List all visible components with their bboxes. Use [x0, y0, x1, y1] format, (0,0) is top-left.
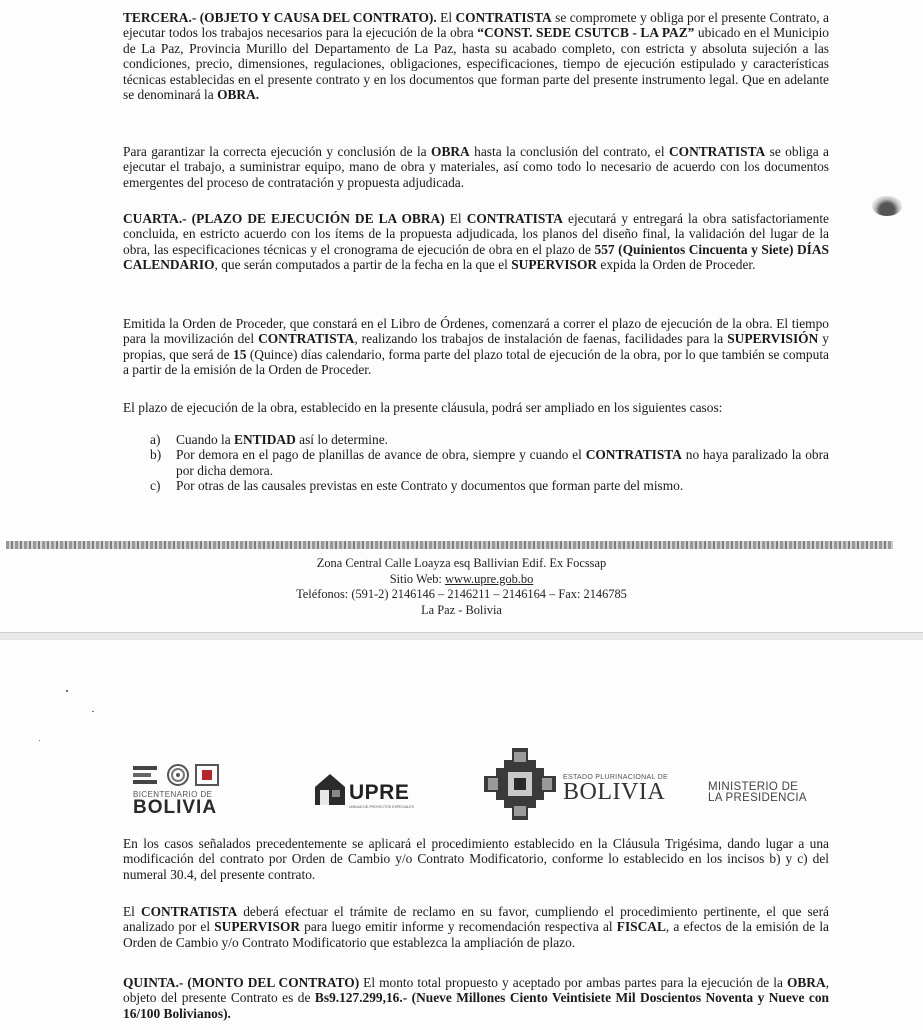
- extension-cases-list: [123, 432, 829, 494]
- bicentenario-emblem-icon: [133, 764, 243, 786]
- bicentenario-logo: BICENTENARIO DE BOLIVIA: [133, 764, 243, 817]
- website-link[interactable]: www.upre.gob.bo: [444, 571, 534, 586]
- page2-paragraph-2: El CONTRATISTA deberá efectuar el trámite de reclamo en su favor, cumpliendo el procedimiento pertinente, el que será analizado por el SUPERVISOR para luego emitir informe y recomendación respectiva al FISCAL, a efectos de la emisión de la Orden de Cambio y/o Contrato Modificatorio que establezca la ampliación de plazo.: [123, 904, 830, 950]
- footer-web: Sitio Web: www.upre.gob.bo: [389, 571, 534, 586]
- clause-quinta: QUINTA.- (MONTO DEL CONTRATO) El monto total propuesto y aceptado por ambas partes para la ejecución de la OBRA, objeto del presente Contrato es de Bs9.127.299,16.- (Nueve Millones Ciento Veintisiete Mil Doscientos Noventa y Nueve con 16/100 Bolivianos).: [123, 975, 830, 1021]
- footer-city: La Paz - Bolivia: [421, 602, 502, 617]
- footer-address: Zona Central Calle Loayza esq Ballivian Edif. Ex Focssap: [316, 556, 607, 570]
- letterhead-logos: [0, 742, 923, 822]
- clause-cuarta-paragraph-1: CUARTA.- (PLAZO DE EJECUCIÓN DE LA OBRA) El CONTRATISTA ejecutará y entregará la obra satisfactoriamente concluida, en estricto acuerdo con los ítems de la propuesta adjudicada, los planos del diseño final, la validación del lugar de la obra, las especificaciones técnicas y el cronograma de ejecución de obra en el plazo de 557 (Quinientos Cincuenta y Siete) DÍAS CALENDARIO, que serán computados a partir de la fecha en la que el SUPERVISOR expida la Orden de Proceder.: [123, 211, 829, 273]
- clause-cuarta-paragraph-3: El plazo de ejecución de la obra, establecido en la presente cláusula, podrá ser ampliado en los siguientes casos:: [123, 400, 723, 415]
- upre-logo: UPRE UNIDAD DE PROYECTOS ESPECIALES: [313, 769, 433, 809]
- scan-speck: [92, 711, 94, 712]
- list-item: c) Por otras de las causales previstas en este Contrato y documentos que forman parte del mismo.: [150, 478, 684, 494]
- clause-tercera-paragraph-1: TERCERA.- (OBJETO Y CAUSA DEL CONTRATO). El CONTRATISTA se compromete y obliga por el presente Contrato, a ejecutar todos los trabajos necesarios para la ejecución de la obra “CONST. SEDE CSUTCB - LA PAZ” ubicado en el Municipio de La Paz, Provincia Murillo del Departamento de La Paz, hasta su acabado completo, con estricta y absoluta sujeción a las condiciones, precio, dimensiones, regulaciones, obligaciones, especificaciones, tiempo de ejecución estipulado y características técnicas establecidas en el presente contrato y en los documentos que forman parte del presente instrumento legal. Que en adelante se denominará la OBRA.: [123, 10, 830, 103]
- clause-tercera: [123, 10, 829, 102]
- clause-tercera-heading: TERCERA.- (OBJETO Y CAUSA DEL CONTRATO).: [123, 10, 437, 25]
- clause-quinta-heading: QUINTA.- (MONTO DEL CONTRATO): [123, 975, 360, 990]
- page-footer: [0, 556, 923, 618]
- upre-house-icon: [313, 771, 347, 809]
- chakana-cross-icon: [484, 748, 556, 820]
- scan-speck: [39, 740, 40, 741]
- contract-page-bottom: [0, 640, 923, 1030]
- estado-plurinacional-logo: ESTADO PLURINACIONAL DE BOLIVIA: [563, 774, 668, 805]
- footer-divider: [6, 541, 893, 549]
- punch-hole-mark: [872, 196, 902, 216]
- list-item: b) Por demora en el pago de planillas de avance de obra, siempre y cuando el CONTRATISTA no haya paralizado la obra por dicha demora.: [150, 447, 830, 478]
- footer-phones: Teléfonos: (591-2) 2146146 – 2146211 – 2146164 – Fax: 2146785: [296, 587, 627, 601]
- scan-speck: [66, 690, 68, 692]
- clause-cuarta: [123, 211, 829, 273]
- list-item: a) Cuando la ENTIDAD así lo determine.: [150, 432, 388, 447]
- clause-cuarta-paragraph-2: Emitida la Orden de Proceder, que constará en el Libro de Órdenes, comenzará a correr el plazo de ejecución de la obra. El tiempo para la movilización del CONTRATISTA, realizando los trabajos de instalación de faenas, facilidades para la SUPERVISIÓN y propias, que será de 15 (Quince) días calendario, forma parte del plazo total de ejecución de la obra, por lo que también se computa a partir de la emisión de la Orden de Proceder.: [123, 316, 829, 378]
- clause-tercera-paragraph-2: Para garantizar la correcta ejecución y conclusión de la OBRA hasta la conclusión del contrato, el CONTRATISTA se obliga a ejecutar el trabajo, a suministrar equipo, mano de obra y materiales, así como todo lo necesario de acuerdo con los documentos emergentes del proceso de contratación y propuesta adjudicada.: [123, 144, 829, 190]
- page2-paragraph-1: En los casos señalados precedentemente se aplicará el procedimiento establecido en la Cláusula Trigésima, dando lugar a una modificación del contrato por Orden de Cambio y/o Contrato Modificatorio, conforme lo establecido en los incisos b) y c) del numeral 30.4, del presente contrato.: [123, 836, 829, 882]
- clause-cuarta-heading: CUARTA.- (PLAZO DE EJECUCIÓN DE LA OBRA): [123, 211, 445, 226]
- ministerio-presidencia-logo: MINISTERIO DE LA PRESIDENCIA: [708, 781, 807, 804]
